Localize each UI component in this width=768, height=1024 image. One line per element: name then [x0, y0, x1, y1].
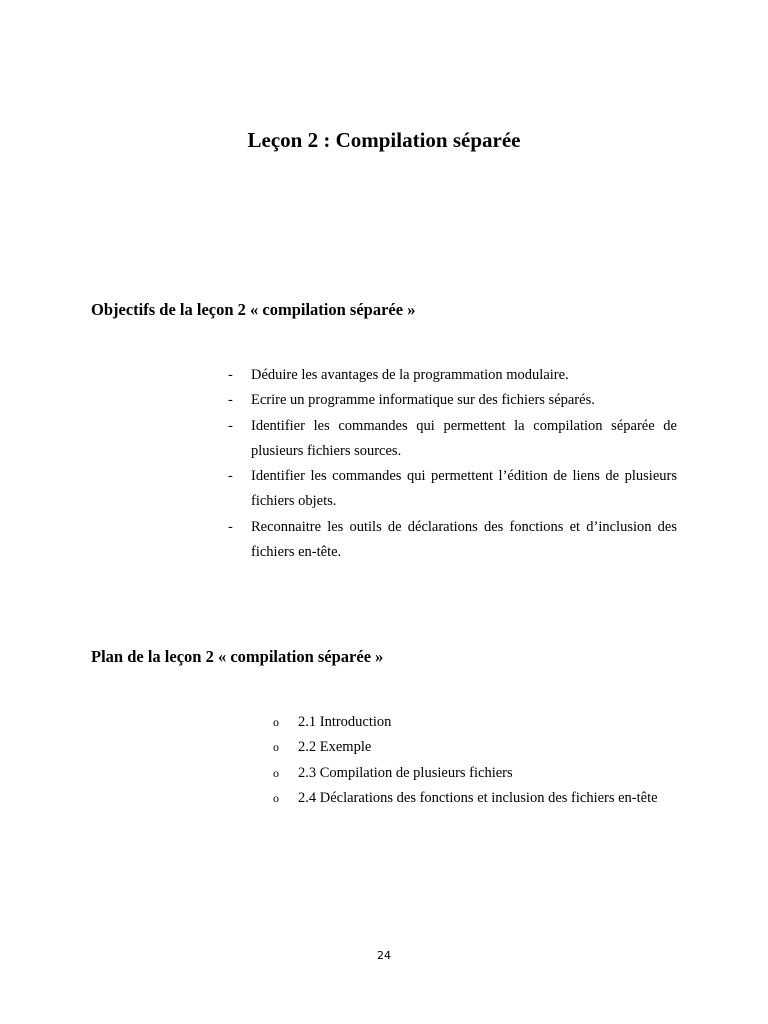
objective-text: Ecrire un programme informatique sur des fichiers séparés. [251, 392, 595, 409]
objective-text: Identifier les commandes qui permettent l’édition de liens de plusieurs fichiers objets. [251, 468, 677, 510]
plan-item-text: 2.3 Compilation de plusieurs fichiers [298, 764, 513, 781]
dash-bullet: - [228, 417, 233, 434]
circle-bullet-icon: o [273, 715, 279, 729]
dash-bullet: - [228, 392, 233, 409]
dash-bullet: - [228, 518, 233, 535]
plan-list [273, 710, 665, 811]
objective-text: Reconnaitre les outils de déclarations des fonctions et d’inclusion des fichiers en-tête. [251, 518, 677, 561]
objective-item [228, 464, 677, 515]
objectives-list [228, 363, 677, 565]
plan-item [273, 735, 665, 760]
objective-item [228, 388, 677, 413]
objective-text: Déduire les avantages de la programmation modulaire. [251, 367, 569, 383]
plan-item [273, 761, 665, 786]
circle-bullet-icon: o [273, 765, 279, 780]
dash-bullet: - [228, 367, 233, 383]
objective-item [228, 515, 677, 566]
dash-bullet: - [228, 468, 233, 485]
page-number: 24 [377, 949, 391, 962]
plan-heading: Plan de la leçon 2 « compilation séparée » [91, 647, 384, 666]
plan-item-text: 2.1 Introduction [298, 714, 392, 730]
circle-bullet-icon: o [273, 790, 279, 805]
page-title: Leçon 2 : Compilation séparée [247, 128, 521, 152]
circle-bullet-icon: o [273, 740, 279, 755]
objective-item [228, 363, 677, 388]
plan-item [273, 786, 665, 811]
objectives-heading: Objectifs de la leçon 2 « compilation séparée » [91, 300, 416, 319]
plan-item [273, 710, 665, 735]
plan-item-text: 2.2 Exemple [298, 739, 372, 756]
objective-text: Identifier les commandes qui permettent la compilation séparée de plusieurs fichiers sources. [251, 417, 677, 459]
plan-item-text: 2.4 Déclarations des fonctions et inclusion des fichiers en-tête [298, 789, 658, 806]
objective-item [228, 414, 677, 465]
